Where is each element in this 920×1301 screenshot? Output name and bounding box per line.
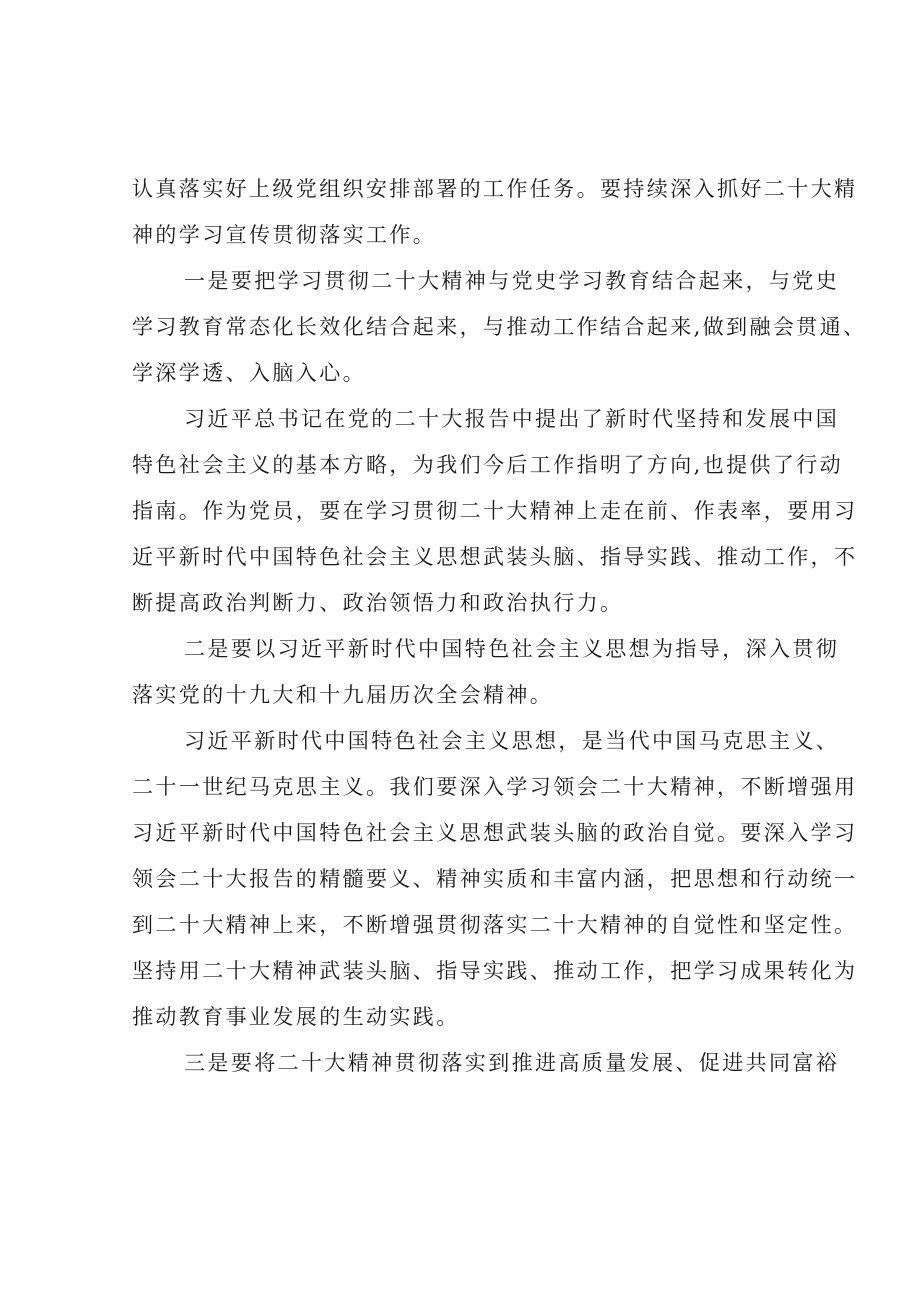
text-line: 领会二十大报告的精髓要义、精神实质和丰富内涵，把思想和行动统一 [132,867,858,891]
document-body [132,166,867,1086]
text-line: 坚持用二十大精神武装头脑、指导实践、推动工作，把学习成果转化为 [132,959,858,983]
paragraph-first-line: 习近平总书记在党的二十大报告中提出了新时代坚持和发展中国 [184,407,840,431]
paragraph-first-line: 三是要将二十大精神贯彻落实到推进高质量发展、促进共同富裕 [184,1051,840,1075]
text-line: 断提高政治判断力、政治领悟力和政治执行力。 [132,591,624,615]
text-line: 指南。作为党员，要在学习贯彻二十大精神上走在前、作表率，要用习 [132,499,858,523]
text-line: 特色社会主义的基本方略，为我们今后工作指明了方向,也提供了行动 [132,453,844,477]
text-line: 习近平新时代中国特色社会主义思想武装头脑的政治自觉。要深入学习 [132,821,858,845]
text-line: 神的学习宣传贯彻落实工作。 [132,223,437,247]
paragraph-first-line: 二是要以习近平新时代中国特色社会主义思想为指导，深入贯彻 [184,637,840,661]
paragraph-first-line: 一是要把学习贯彻二十大精神与党史学习教育结合起来，与党史 [184,269,840,293]
text-line: 认真落实好上级党组织安排部署的工作任务。要持续深入抓好二十大精 [132,177,858,201]
text-line: 落实党的十九大和十九届历次全会精神。 [132,683,554,707]
text-line: 近平新时代中国特色社会主义思想武装头脑、指导实践、推动工作，不 [132,545,858,569]
text-line: 推动教育事业发展的生动实践。 [132,1005,460,1029]
paragraph-first-line: 习近平新时代中国特色社会主义思想，是当代中国马克思主义、 [184,729,840,753]
text-line: 到二十大精神上来，不断增强贯彻落实二十大精神的自觉性和坚定性。 [132,913,858,937]
text-line: 二十一世纪马克思主义。我们要深入学习领会二十大精神，不断增强用 [132,775,858,799]
text-line: 学习教育常态化长效化结合起来，与推动工作结合起来,做到融会贯通、 [132,315,867,339]
text-line: 学深学透、入脑入心。 [132,361,366,385]
